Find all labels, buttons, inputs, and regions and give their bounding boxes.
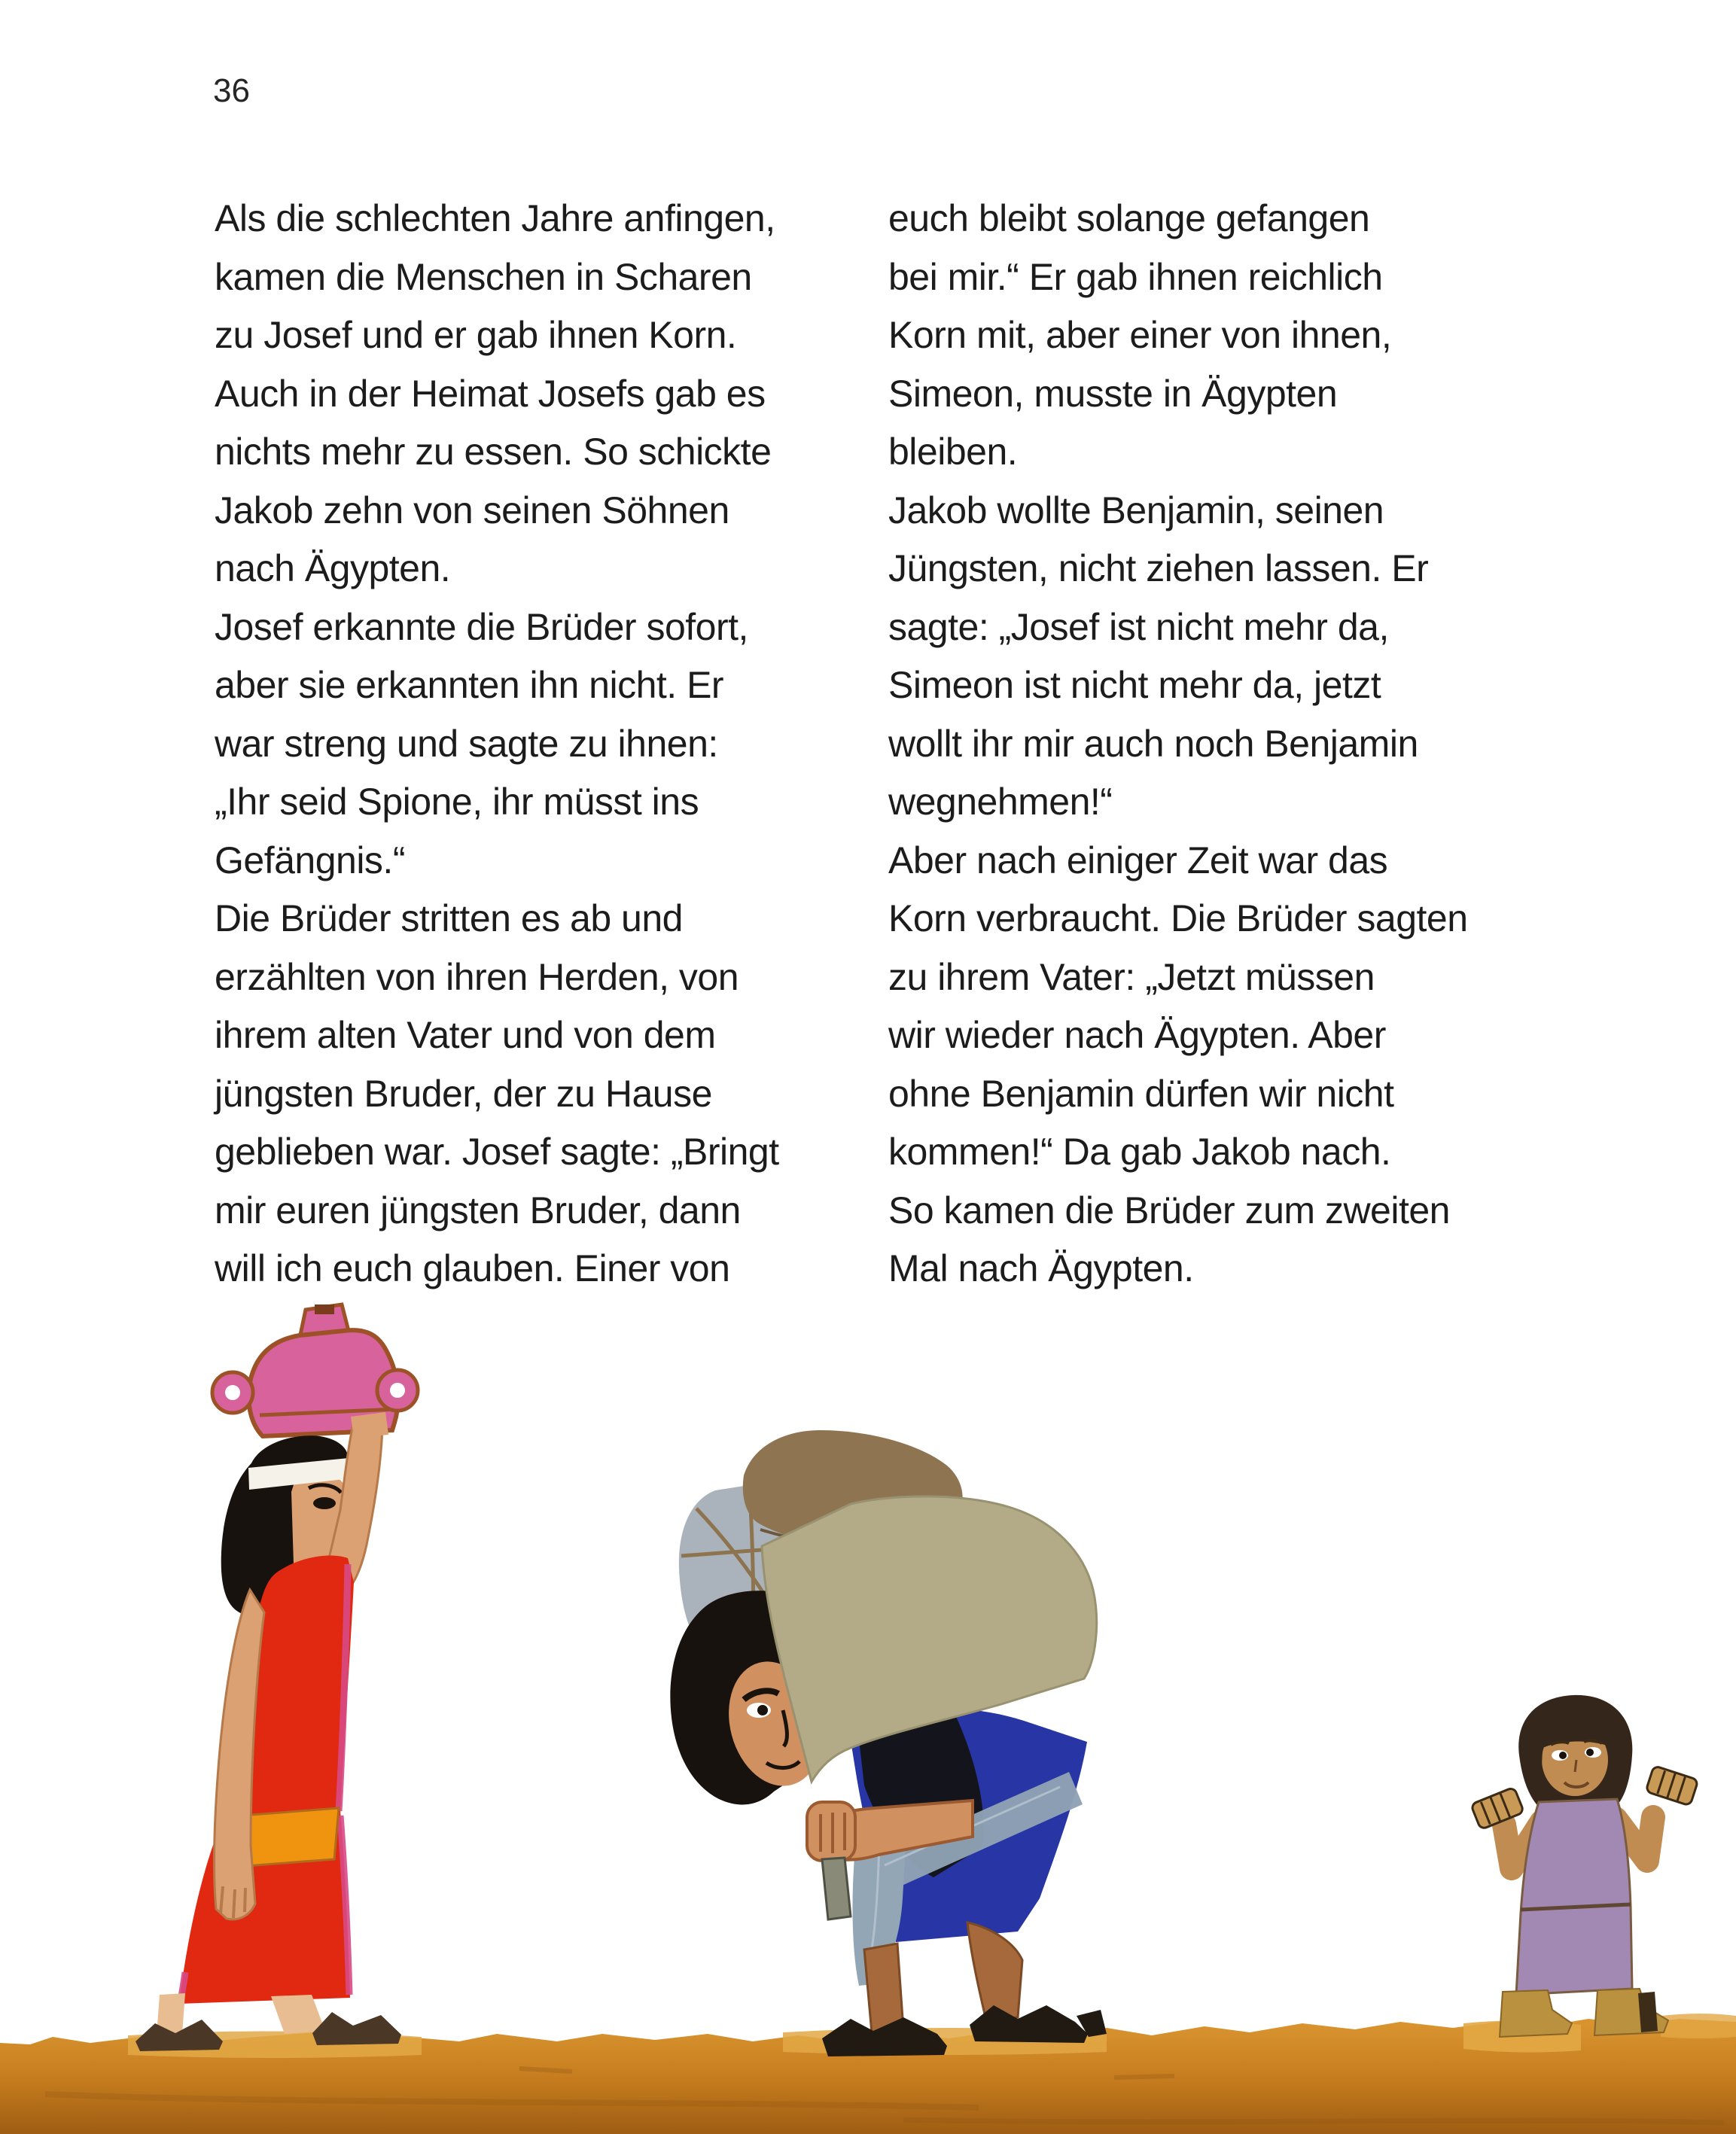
text-line: sagte: „Josef ist nicht mehr da, [888,605,1389,648]
text-line: ihrem alten Vater und von dem [215,1014,716,1056]
child-figure [1471,1695,1698,2037]
text-line: Simeon ist nicht mehr da, jetzt [888,664,1381,706]
text-line: zu ihrem Vater: „Jetzt müssen [888,955,1375,998]
text-line: erzählten von ihren Herden, von [215,955,739,998]
text-line: geblieben war. Josef sagte: „Bringt [215,1131,779,1173]
text-line: Mal nach Ägypten. [888,1247,1194,1289]
child-right-hand [1646,1766,1698,1806]
text-line: Korn mit, aber einer von ihnen, [888,314,1392,356]
text-line: nichts mehr zu essen. So schickte [215,431,772,473]
strap-stick [822,1858,851,1919]
child-left-boot [1500,1990,1572,2037]
text-line: Jüngsten, nicht ziehen lassen. Er [888,547,1429,589]
text-line: Jakob zehn von seinen Söhnen [215,489,729,531]
text-line: Auch in der Heimat Josefs gab es [215,372,766,415]
text-line: wollt ihr mir auch noch Benjamin [888,722,1418,765]
text-line: So kamen die Brüder zum zweiten [888,1189,1450,1231]
text-line: kommen!“ Da gab Jakob nach. [888,1131,1391,1173]
ground-light-patch [1661,2014,1736,2038]
text-line: „Ihr seid Spione, ihr müsst ins [215,781,699,823]
water-jug [212,1304,418,1436]
illustration [0,1242,1736,2134]
text-line: aber sie erkannten ihn nicht. Er [215,664,724,706]
text-line: will ich euch glauben. Einer von [215,1247,730,1289]
woman-figure [136,1304,418,2051]
woman-hand-on-jug [351,1412,388,1438]
text-line: bleiben. [888,431,1018,473]
child-boot-strap [1638,1992,1658,2032]
text-line: Die Brüder stritten es ab und [215,897,683,939]
text-line: war streng und sagte zu ihnen: [215,722,718,765]
text-line: euch bleibt solange gefangen [888,197,1370,239]
purple-dress [1516,1799,1632,1995]
ground-streak [903,2120,1724,2123]
man-front-sandal [970,2005,1088,2043]
jug-opening [315,1304,334,1314]
text-line: kamen die Menschen in Scharen [215,255,752,298]
text-line: Jakob wollte Benjamin, seinen [888,489,1384,531]
page-number: 36 [213,72,250,109]
text-line: bei mir.“ Er gab ihnen reichlich [888,255,1383,298]
text-line: nach Ägypten. [215,547,451,589]
text-line: ohne Benjamin dürfen wir nicht [888,1072,1394,1115]
man-front-leg [967,1922,1022,2020]
text-line: Simeon, musste in Ägypten [888,372,1338,415]
story-column-left [215,190,862,1298]
child-nose [1575,1760,1576,1772]
woman-front-sandal [312,2012,401,2045]
woman-front-leg [271,1995,325,2034]
man-pupil [757,1705,768,1715]
text-line: Als die schlechten Jahre anfingen, [215,197,775,239]
text-line: Aber nach einiger Zeit war das [888,839,1388,881]
man-back-leg [864,1944,903,2033]
text-line: jüngsten Bruder, der zu Hause [215,1072,712,1115]
jug-handle-hole [225,1385,240,1400]
jug-handle-hole [390,1383,405,1398]
text-line: wir wieder nach Ägypten. Aber [888,1014,1386,1056]
child-pupil [1586,1749,1594,1756]
text-line: Josef erkannte die Brüder sofort, [215,605,748,648]
text-line: wegnehmen!“ [888,781,1113,823]
man-figure [670,1430,1107,2056]
woman-eye [313,1497,336,1509]
text-line: mir euren jüngsten Bruder, dann [215,1189,741,1231]
text-line: zu Josef und er gab ihnen Korn. [215,314,737,356]
text-line: Korn verbraucht. Die Brüder sagten [888,897,1468,939]
story-column-right [888,190,1536,1298]
child-pupil [1559,1752,1567,1759]
text-line: Gefängnis.“ [215,839,405,881]
